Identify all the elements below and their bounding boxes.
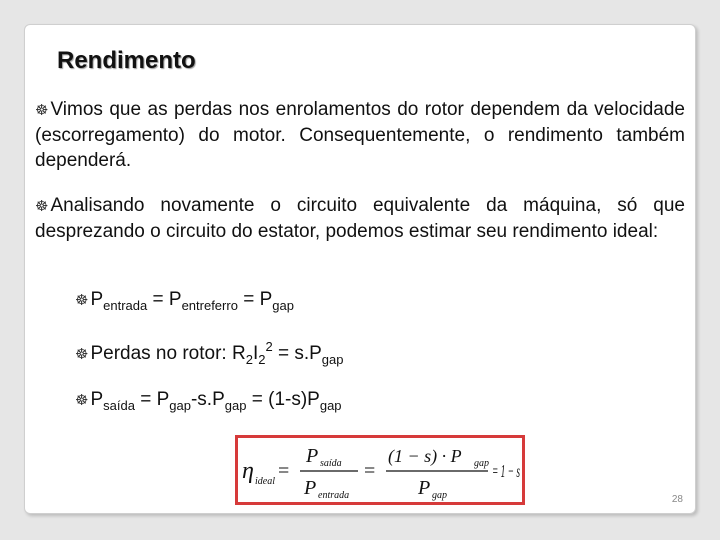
denominator-2-sub-gap: gap	[432, 490, 447, 501]
paragraph-equivalent-circuit	[35, 193, 685, 244]
efficiency-formula-box	[235, 435, 525, 505]
denominator-sub-entrada: entrada	[318, 490, 350, 501]
denominator-2-p: P	[418, 477, 431, 499]
equation-input-power: ☸ $P_{entrada} = P_{entreferro} = P_{gap}$	[75, 289, 294, 313]
equation-output-power: ☸ $P_{saída} = P_{gap}-s.P_{gap} = (1-s)P_{gap}$	[75, 389, 342, 413]
numerator-sub-saida: saída	[320, 458, 342, 469]
equals-sign: =	[364, 460, 376, 482]
paragraph-text: Vimos que as perdas nos enrolamentos do rotor dependem da velocidade (escorregamento) do motor. Consequentemente, o rendimento também dependerá.	[35, 99, 685, 171]
equation-rotor-losses: ☸ Perdas no rotor: $R_2I_2^2 = s.P_{gap}$	[75, 339, 344, 367]
slide	[24, 24, 696, 514]
numerator-2: (1 − s) · P	[388, 446, 462, 466]
bullet-icon: ☸	[35, 101, 49, 119]
eta-subscript: ideal	[255, 476, 275, 487]
paragraph-text: Analisando novamente o circuito equivalente da máquina, só que desprezando o circuito do estator, podemos estimar seu rendimento ideal:	[35, 195, 685, 242]
equals-sign: =	[278, 460, 290, 482]
eta-symbol: η	[242, 458, 254, 484]
bullet-icon: ☸	[75, 345, 89, 363]
bullet-icon: ☸	[75, 291, 89, 309]
numerator-2-sub-gap: gap	[474, 458, 489, 469]
bullet-icon: ☸	[35, 197, 49, 215]
slide-title: Rendimento	[57, 47, 196, 74]
bullet-icon: ☸	[75, 391, 89, 409]
page-number: 28	[671, 494, 683, 505]
paragraph-speed-losses	[35, 97, 685, 173]
result: = 1 − s	[492, 461, 520, 481]
numerator-p: P	[306, 445, 319, 467]
denominator-p: P	[304, 477, 317, 499]
efficiency-formula	[238, 438, 522, 502]
